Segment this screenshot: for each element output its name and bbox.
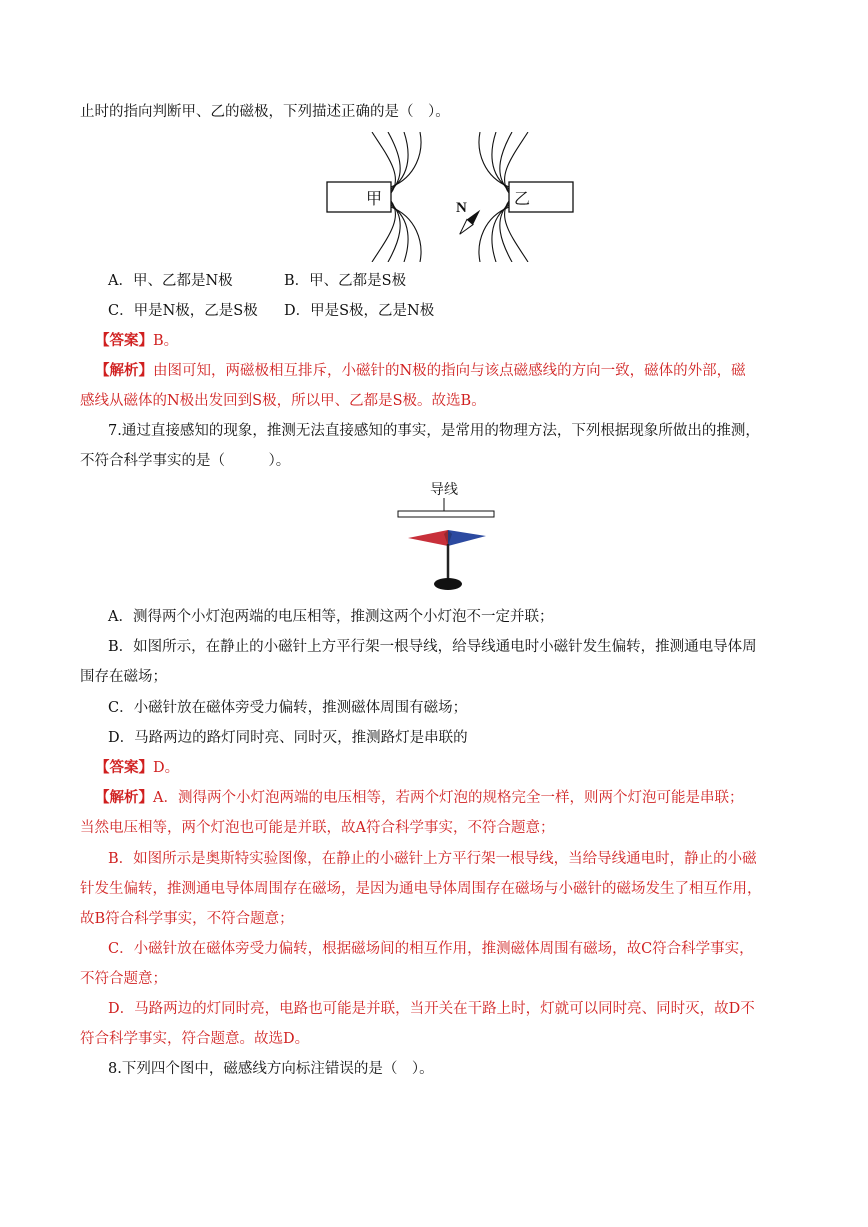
q7-analysis-c-line-1: C．小磁针放在磁体旁受力偏转，根据磁场间的相互作用，推测磁体周围有磁场，故C符合科学事实， bbox=[108, 941, 754, 957]
needle-south-half bbox=[448, 530, 486, 546]
magnet-jia-label: 甲 bbox=[366, 189, 383, 208]
q6-option-c: C．甲是N极，乙是S极 bbox=[108, 303, 258, 319]
needle-north-half bbox=[408, 530, 448, 546]
q6-option-b: B．甲、乙都是S极 bbox=[284, 273, 407, 289]
q7-option-d: D．马路两边的路灯同时亮、同时灭，推测路灯是串联的 bbox=[108, 730, 468, 746]
wire-label: 导线 bbox=[430, 482, 458, 498]
q7-stem-line-1: 7.通过直接感知的现象，推测无法直接感知的事实，是常用的物理方法，下列根据现象所做出的推测， bbox=[108, 423, 760, 439]
stand-base bbox=[434, 578, 462, 590]
q7-analysis-b-line-1: B．如图所示是奥斯特实验图像，在静止的小磁针上方平行架一根导线，当给导线通电时，静止的小磁 bbox=[108, 851, 757, 867]
q7-analysis-d-line-1: D．马路两边的灯同时亮，电路也可能是并联，当开关在干路上时，灯就可以同时亮、同时灭，故D不 bbox=[108, 1001, 755, 1017]
q7-option-b-line-1: B．如图所示，在静止的小磁针上方平行架一根导线，给导线通电时小磁针发生偏转，推测通电导体周 bbox=[108, 639, 757, 655]
q6-analysis-line-2: 感线从磁体的N极出发回到S极，所以甲、乙都是S极。故选B。 bbox=[80, 393, 486, 409]
analysis-text: A．测得两个小灯泡两端的电压相等，若两个灯泡的规格完全一样，则两个灯泡可能是串联； bbox=[153, 790, 744, 806]
answer-value: D。 bbox=[153, 760, 180, 776]
q6-option-d: D．甲是S极，乙是N极 bbox=[284, 303, 435, 319]
analysis-text: 由图可知，两磁极相互排斥，小磁针的N极的指向与该点磁感线的方向一致，磁体的外部，磁 bbox=[153, 363, 746, 379]
magnet-yi-label: 乙 bbox=[514, 189, 531, 208]
q7-analysis-b-line-2: 针发生偏转，推测通电导体周围存在磁场，是因为通电导体周围存在磁场与小磁针的磁场发生了相互作用， bbox=[80, 881, 762, 897]
q7-option-a: A．测得两个小灯泡两端的电压相等，推测这两个小灯泡不一定并联； bbox=[108, 609, 554, 625]
q7-analysis-d-line-2: 符合科学事实，符合题意。故选D。 bbox=[80, 1031, 310, 1047]
q7-stem-line-2: 不符合科学事实的是（ ）。 bbox=[80, 453, 291, 469]
q7-analysis-c-line-2: 不符合题意； bbox=[80, 971, 167, 987]
q6-analysis-line-1 bbox=[95, 361, 746, 381]
q7-answer bbox=[95, 758, 179, 778]
analysis-label: 【解析】 bbox=[95, 362, 153, 379]
q8-stem: 8.下列四个图中，磁感线方向标注错误的是（ ）。 bbox=[108, 1061, 434, 1077]
analysis-label: 【解析】 bbox=[95, 789, 153, 806]
field-lines bbox=[372, 132, 531, 262]
wire bbox=[398, 511, 494, 517]
q7-analysis-b-line-3: 故B符合科学事实，不符合题意； bbox=[80, 911, 294, 927]
answer-value: B。 bbox=[153, 333, 179, 349]
q7-analysis-a-line-1 bbox=[95, 788, 743, 808]
q6-stem: 止时的指向判断甲、乙的磁极，下列描述正确的是（ ）。 bbox=[80, 104, 450, 120]
answer-label: 【答案】 bbox=[95, 759, 153, 776]
needle-pole-label: N bbox=[456, 200, 467, 216]
answer-label: 【答案】 bbox=[95, 332, 153, 349]
q7-analysis-a-line-2: 当然电压相等，两个灯泡也可能是并联，故A符合科学事实，不符合题意； bbox=[80, 820, 555, 836]
q6-option-a: A．甲、乙都是N极 bbox=[108, 273, 233, 289]
q6-answer bbox=[95, 331, 178, 351]
q7-oersted-figure bbox=[394, 478, 498, 596]
q7-option-b-line-2: 围存在磁场； bbox=[80, 669, 167, 685]
q6-magnet-figure bbox=[320, 132, 576, 262]
q7-option-c: C．小磁针放在磁体旁受力偏转，推测磁体周围有磁场； bbox=[108, 700, 468, 716]
